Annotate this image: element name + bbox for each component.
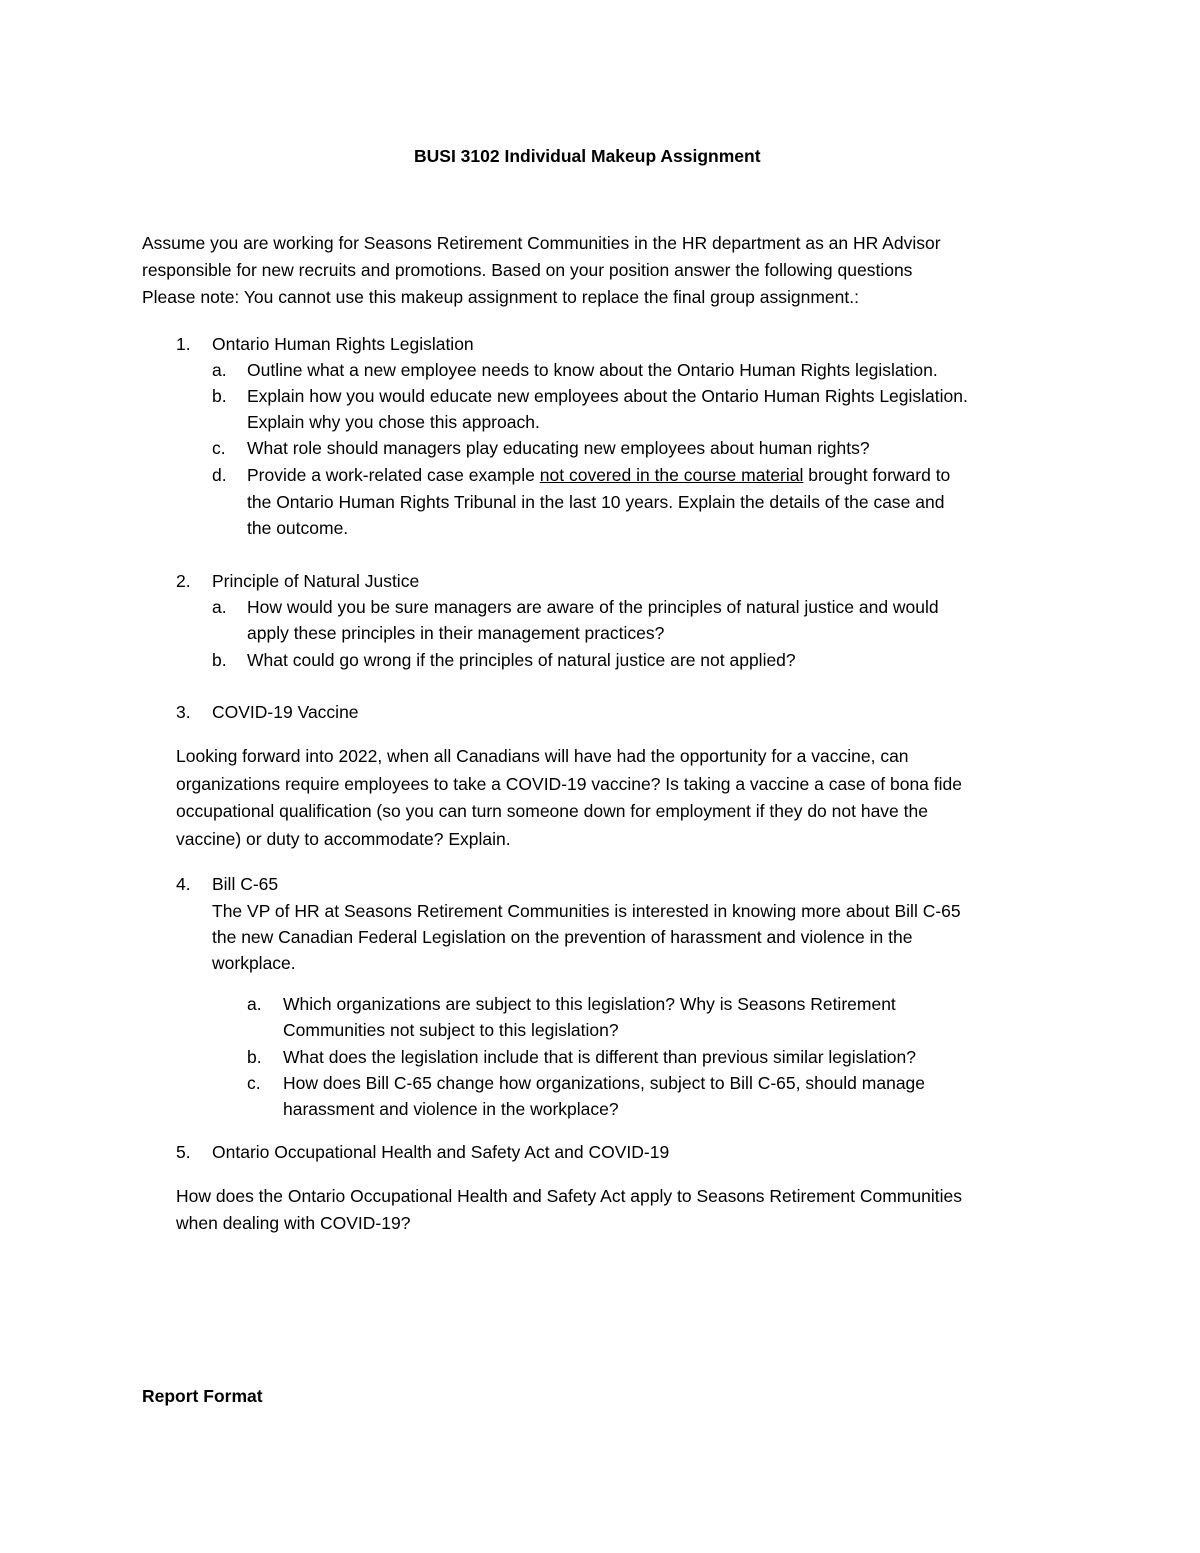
document-title: BUSI 3102 Individual Makeup Assignment (414, 146, 761, 166)
q5-number: 5. (176, 1142, 191, 1162)
q2b-label: b. (212, 650, 227, 670)
report-format-heading: Report Format (142, 1386, 263, 1406)
intro-line: Please note: You cannot use this makeup assignment to replace the final group assignment.: (142, 287, 859, 307)
q4-number: 4. (176, 874, 191, 894)
q4-body-line: the new Canadian Federal Legislation on the prevention of harassment and violence in the (212, 927, 913, 947)
q1c-label: c. (212, 438, 226, 458)
q4-title: Bill C-65 (212, 874, 279, 894)
q1d-text-pre: Provide a work-related case example (247, 465, 540, 485)
q1d-underlined-text: not covered in the course material (539, 465, 804, 485)
q3-body-line: Looking forward into 2022, when all Canadians will have had the opportunity for a vaccine, can (176, 746, 909, 766)
q4c-text: harassment and violence in the workplace? (283, 1099, 619, 1119)
q1d-text-post: brought forward to (803, 465, 951, 485)
q5-body-line: when dealing with COVID-19? (176, 1213, 411, 1233)
q4-body-line: The VP of HR at Seasons Retirement Communities is interested in knowing more about Bill C-65 (212, 901, 961, 921)
q2-number: 2. (176, 571, 191, 591)
q4a-label: a. (247, 994, 262, 1014)
q2b-text: What could go wrong if the principles of natural justice are not applied? (247, 650, 796, 670)
q1a-label: a. (212, 360, 227, 380)
q4b-label: b. (247, 1047, 262, 1067)
q2a-text: apply these principles in their management practices? (247, 623, 665, 643)
q1d-text (247, 465, 950, 485)
q3-body-line: vaccine) or duty to accommodate? Explain. (176, 829, 511, 849)
q1d-text: the Ontario Human Rights Tribunal in the last 10 years. Explain the details of the case and (247, 492, 945, 512)
q3-number: 3. (176, 702, 191, 722)
q1b-text: Explain why you chose this approach. (247, 412, 540, 432)
q1c-text: What role should managers play educating new employees about human rights? (247, 438, 870, 458)
q3-title: COVID-19 Vaccine (212, 702, 359, 722)
q4c-label: c. (247, 1073, 261, 1093)
q4-body-line: workplace. (212, 953, 296, 973)
q2-title: Principle of Natural Justice (212, 571, 420, 591)
q3-body-line: organizations require employees to take a COVID-19 vaccine? Is taking a vaccine a case of bona fide (176, 774, 962, 794)
q1d-label: d. (212, 465, 227, 485)
q4b-text: What does the legislation include that is different than previous similar legislation? (283, 1047, 916, 1067)
q1b-text: Explain how you would educate new employees about the Ontario Human Rights Legislation. (247, 386, 968, 406)
q4c-text: How does Bill C-65 change how organizations, subject to Bill C-65, should manage (283, 1073, 926, 1093)
q2a-text: How would you be sure managers are aware of the principles of natural justice and would (247, 597, 939, 617)
intro-line: responsible for new recruits and promotions. Based on your position answer the following questions (142, 260, 913, 280)
q1-title: Ontario Human Rights Legislation (212, 334, 474, 354)
q5-title: Ontario Occupational Health and Safety Act and COVID-19 (212, 1142, 670, 1162)
q5-body-line: How does the Ontario Occupational Health and Safety Act apply to Seasons Retirement Communities (176, 1186, 962, 1206)
q1d-text: the outcome. (247, 518, 349, 538)
q2a-label: a. (212, 597, 227, 617)
q1b-label: b. (212, 386, 227, 406)
q1a-text: Outline what a new employee needs to know about the Ontario Human Rights legislation. (247, 360, 938, 380)
q3-body-line: occupational qualification (so you can turn someone down for employment if they do not have the (176, 801, 928, 821)
intro-line: Assume you are working for Seasons Retirement Communities in the HR department as an HR Advisor (142, 233, 941, 253)
q4a-text: Which organizations are subject to this legislation? Why is Seasons Retirement (283, 994, 896, 1014)
q1-number: 1. (176, 334, 191, 354)
q4a-text: Communities not subject to this legislation? (283, 1020, 619, 1040)
